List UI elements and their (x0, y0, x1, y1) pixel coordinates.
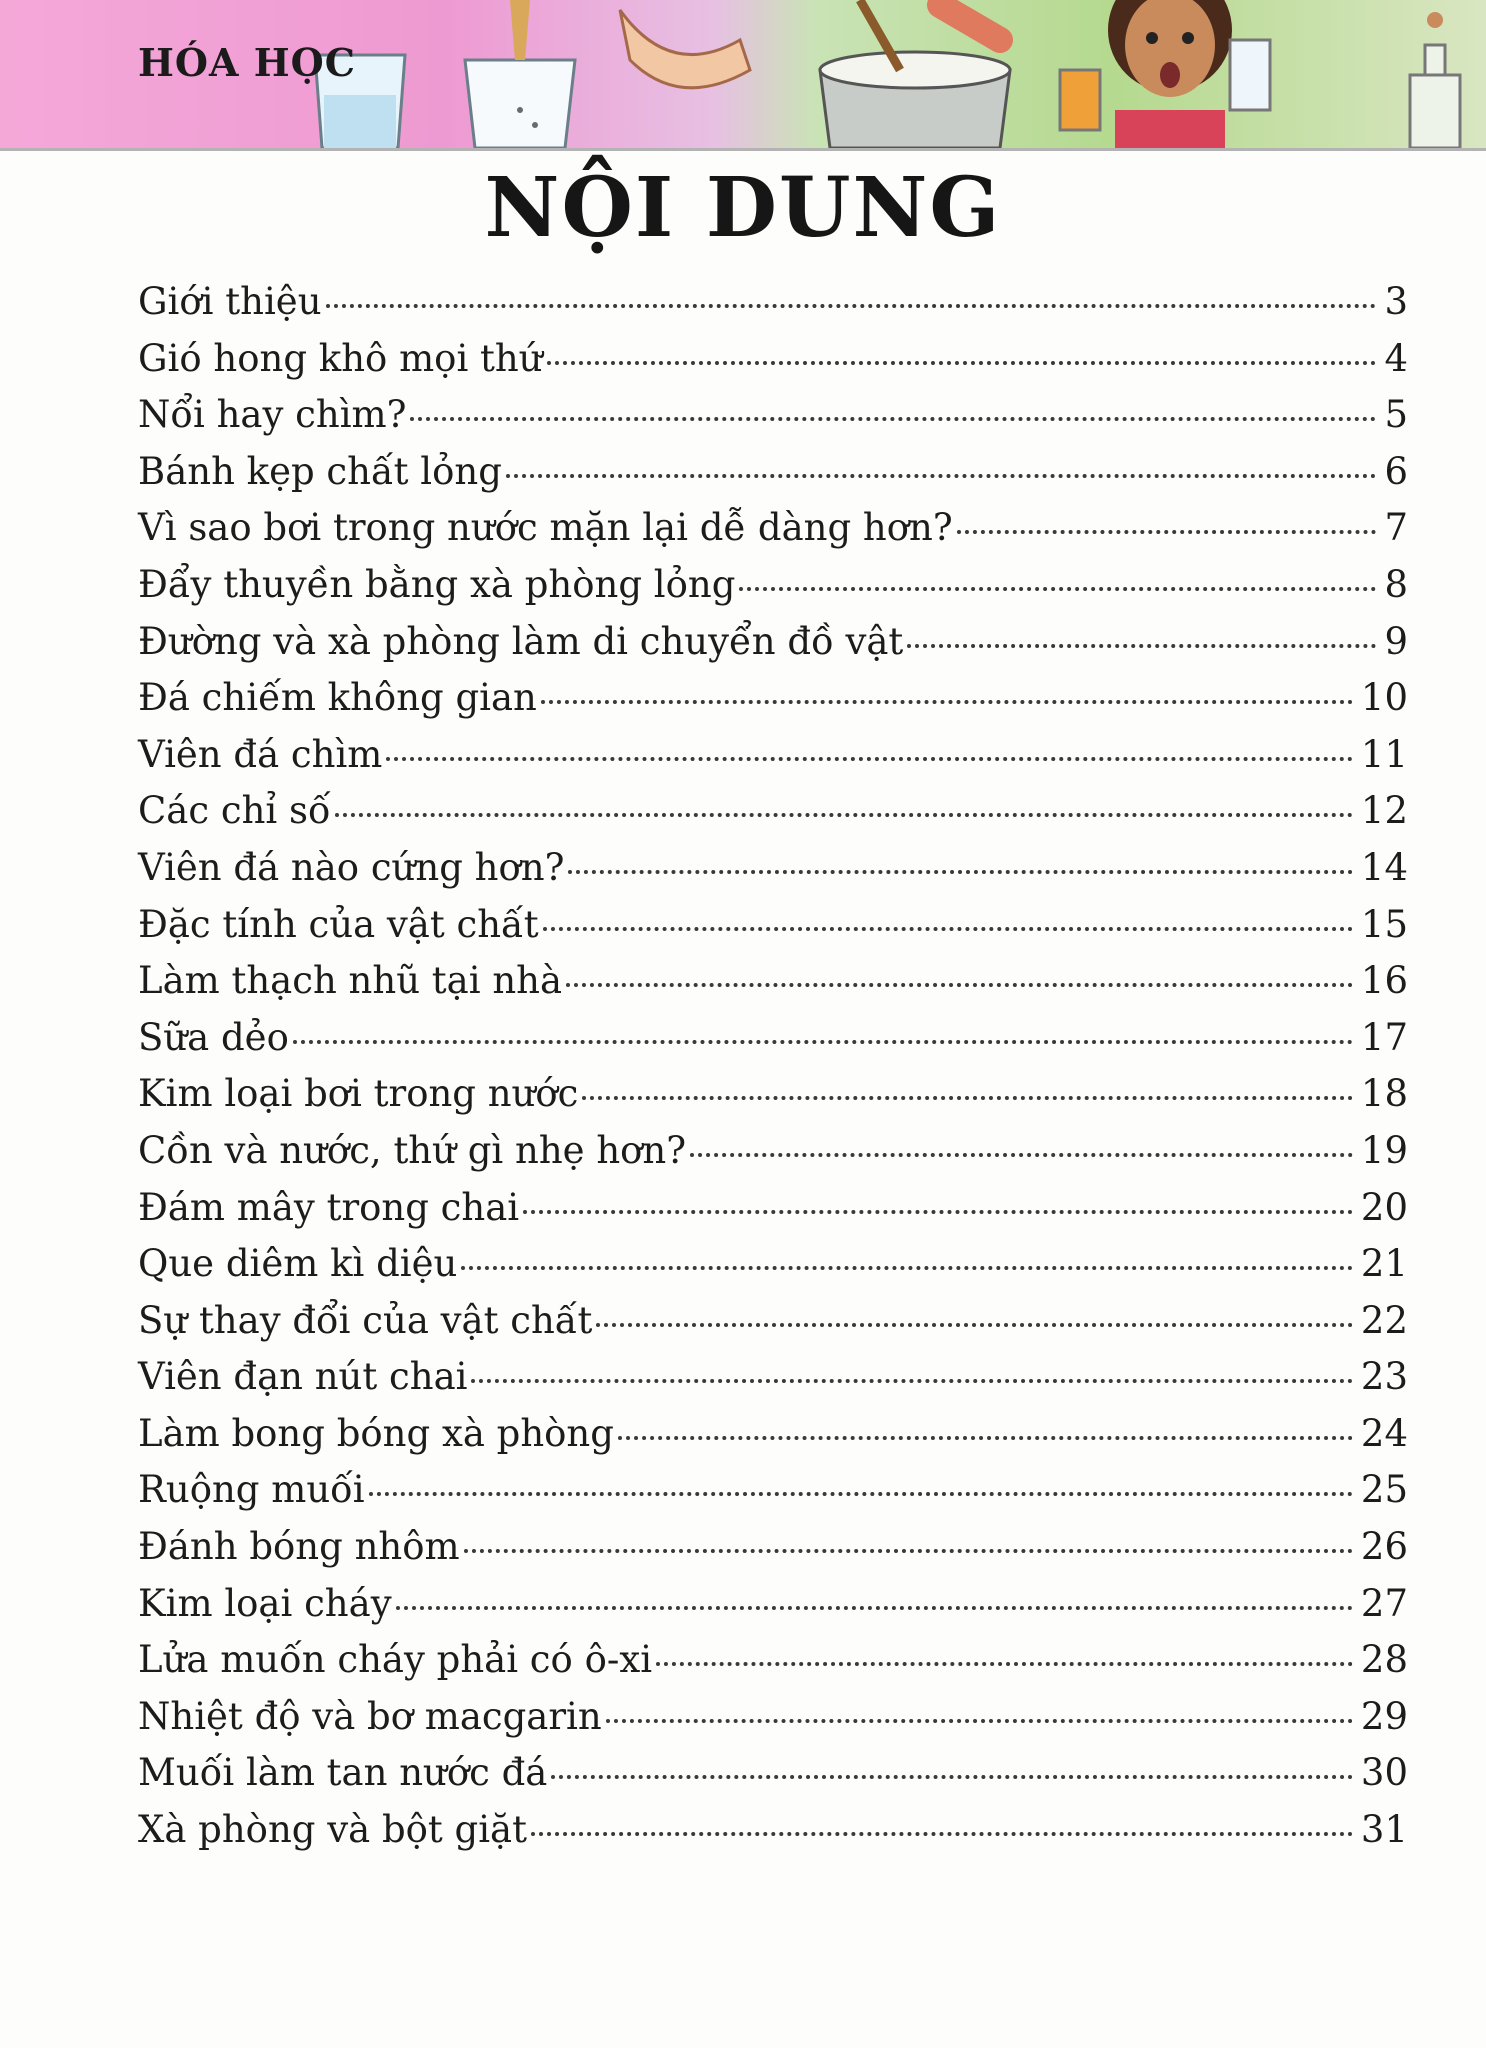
dot-leader (582, 1096, 1353, 1100)
toc-entry[interactable] (138, 337, 1408, 394)
toc-entry-page: 17 (1360, 1015, 1408, 1059)
toc-entry-page: 8 (1384, 562, 1408, 606)
toc-entry-page: 12 (1360, 789, 1408, 833)
toc-entry-title: Viên đá nào cứng hơn? (138, 845, 565, 889)
toc-entry[interactable] (138, 676, 1408, 733)
dot-leader (369, 1492, 1353, 1496)
dot-leader (523, 1210, 1353, 1214)
toc-entry-title: Xà phòng và bột giặt (138, 1808, 527, 1852)
dot-leader (293, 1040, 1353, 1044)
dot-leader (471, 1379, 1352, 1383)
toc-entry-title: Kim loại bơi trong nước (138, 1072, 579, 1116)
toc-entry[interactable] (138, 506, 1408, 563)
toc-entry[interactable] (138, 1695, 1408, 1752)
dot-leader (957, 530, 1377, 534)
toc-entry-page: 7 (1384, 506, 1408, 550)
toc-entry-title: Các chỉ số (138, 789, 331, 833)
toc-entry-title: Làm thạch nhũ tại nhà (138, 959, 563, 1003)
toc-entry-page: 19 (1360, 1128, 1408, 1172)
toc-entry[interactable] (138, 1582, 1408, 1639)
dot-leader (690, 1153, 1353, 1157)
toc-entry-page: 6 (1384, 449, 1408, 493)
dot-leader (596, 1323, 1353, 1327)
toc-entry-page: 18 (1360, 1072, 1408, 1116)
toc-entry-title: Kim loại cháy (138, 1581, 392, 1625)
dot-leader (541, 700, 1353, 704)
toc-entry-title: Cồn và nước, thứ gì nhẹ hơn? (138, 1128, 687, 1172)
toc-entry[interactable] (138, 1072, 1408, 1129)
toc-entry[interactable] (138, 1808, 1408, 1865)
toc-entry-title: Đá chiếm không gian (138, 676, 537, 720)
dot-leader (335, 813, 1353, 817)
cooking-pot-icon (800, 0, 1030, 148)
toc-entry-page: 22 (1360, 1298, 1408, 1342)
toc-entry[interactable] (138, 1412, 1408, 1469)
toc-entry-page: 20 (1360, 1185, 1408, 1229)
toc-entry-page: 25 (1360, 1468, 1408, 1512)
dot-leader (326, 304, 1377, 308)
dot-leader (618, 1436, 1353, 1440)
toc-entry[interactable] (138, 959, 1408, 1016)
toc-entry-page: 9 (1384, 619, 1408, 663)
toc-entry[interactable] (138, 1525, 1408, 1582)
toc-entry[interactable] (138, 1299, 1408, 1356)
toc-entry[interactable] (138, 1355, 1408, 1412)
toc-entry-title: Que diêm kì diệu (138, 1242, 458, 1286)
dot-leader (547, 361, 1377, 365)
dot-leader (739, 587, 1376, 591)
toc-entry-title: Lửa muốn cháy phải có ô-xi (138, 1638, 653, 1682)
toc-entry-page: 27 (1360, 1581, 1408, 1625)
toc-entry[interactable] (138, 563, 1408, 620)
dot-leader (907, 644, 1376, 648)
dot-leader (606, 1719, 1353, 1723)
toc-entry-title: Gió hong khô mọi thứ (138, 336, 543, 380)
toc-entry-title: Viên đá chìm (138, 732, 383, 776)
toc-entry-title: Giới thiệu (138, 280, 322, 323)
toc-entry-title: Đám mây trong chai (138, 1185, 520, 1229)
toc-entry[interactable] (138, 1129, 1408, 1186)
toc-entry-title: Muối làm tan nước đá (138, 1751, 548, 1795)
dot-leader (551, 1775, 1353, 1779)
toc-entry-title: Nhiệt độ và bơ macgarin (138, 1694, 602, 1738)
girl-with-glass-icon (1050, 0, 1280, 148)
toc-entry[interactable] (138, 1242, 1408, 1299)
toc-entry[interactable] (138, 733, 1408, 790)
toc-entry-title: Vì sao bơi trong nước mặn lại dễ dàng hơn? (138, 506, 953, 550)
dot-leader (396, 1606, 1353, 1610)
toc-entry[interactable] (138, 1016, 1408, 1073)
toc-entry-page: 30 (1360, 1751, 1408, 1795)
toc-entry[interactable] (138, 1751, 1408, 1808)
toc-entry[interactable] (138, 450, 1408, 507)
bottle-icon (1390, 0, 1480, 148)
toc-entry[interactable] (138, 1186, 1408, 1243)
dot-leader (410, 417, 1376, 421)
toc-entry-title: Nổi hay chìm? (138, 393, 407, 437)
dot-leader (506, 474, 1377, 478)
toc-entry-page: 5 (1384, 393, 1408, 437)
dot-leader (386, 757, 1353, 761)
toc-entry-title: Đánh bóng nhôm (138, 1525, 460, 1569)
toc-entry-page: 15 (1360, 902, 1408, 946)
toc-entry-page: 14 (1360, 845, 1408, 889)
toc-entry-page: 28 (1360, 1638, 1408, 1682)
dot-leader (464, 1549, 1353, 1553)
toc-entry-page: 4 (1384, 336, 1408, 380)
toc-entry-page: 3 (1384, 280, 1408, 323)
table-of-contents (138, 280, 1408, 1865)
toc-entry[interactable] (138, 620, 1408, 677)
toc-entry-page: 10 (1360, 676, 1408, 720)
toc-entry-page: 23 (1360, 1355, 1408, 1399)
toc-entry-page: 16 (1360, 959, 1408, 1003)
toc-entry-title: Viên đạn nút chai (138, 1355, 468, 1399)
toc-entry-title: Sự thay đổi của vật chất (138, 1298, 593, 1342)
toc-entry[interactable] (138, 393, 1408, 450)
toc-entry-page: 11 (1360, 732, 1408, 776)
dot-leader (531, 1832, 1353, 1836)
dot-leader (656, 1662, 1353, 1666)
toc-entry-title: Làm bong bóng xà phòng (138, 1411, 614, 1455)
toc-entry[interactable] (138, 1638, 1408, 1695)
dot-leader (461, 1266, 1353, 1270)
toc-entry-title: Đặc tính của vật chất (138, 902, 539, 946)
toc-entry[interactable] (138, 846, 1408, 903)
toc-entry-title: Đường và xà phòng làm di chuyển đồ vật (138, 619, 904, 663)
toc-entry-title: Bánh kẹp chất lỏng (138, 449, 502, 493)
section-label: HÓA HỌC (138, 40, 356, 85)
page-title: NỘI DUNG (484, 160, 1002, 256)
glass-with-powder-icon (450, 0, 590, 148)
dot-leader (566, 983, 1353, 987)
toc-entry-page: 26 (1360, 1525, 1408, 1569)
toc-entry-page: 21 (1360, 1242, 1408, 1286)
toc-entry[interactable] (138, 903, 1408, 960)
toc-entry[interactable] (138, 789, 1408, 846)
toc-entry-page: 31 (1360, 1808, 1408, 1852)
toc-entry-title: Sữa dẻo (138, 1015, 289, 1059)
toc-entry[interactable] (138, 1468, 1408, 1525)
dot-leader (543, 927, 1353, 931)
toc-entry-page: 24 (1360, 1411, 1408, 1455)
header-illustration-band (0, 0, 1486, 151)
toc-entry[interactable] (138, 280, 1408, 337)
toc-entry-title: Đẩy thuyền bằng xà phòng lỏng (138, 562, 736, 606)
toc-entry-title: Ruộng muối (138, 1468, 365, 1512)
toc-entry-page: 29 (1360, 1694, 1408, 1738)
dot-leader (568, 870, 1352, 874)
hand-icon (610, 0, 760, 100)
